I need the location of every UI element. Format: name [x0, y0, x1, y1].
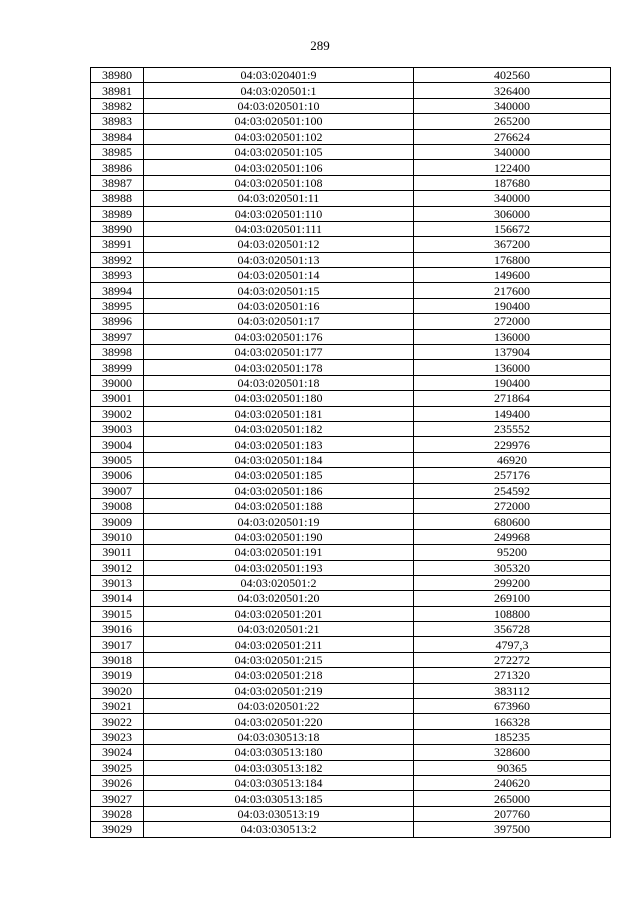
value-cell: 265000 [414, 791, 611, 806]
row-number-cell: 38981 [91, 83, 144, 98]
cadastral-number-cell: 04:03:020501:182 [144, 421, 414, 436]
value-cell: 328600 [414, 745, 611, 760]
cadastral-number-cell: 04:03:020501:184 [144, 452, 414, 467]
value-cell: 185235 [414, 729, 611, 744]
value-cell: 240620 [414, 775, 611, 790]
value-cell: 249968 [414, 529, 611, 544]
table-row [91, 83, 611, 98]
row-number-cell: 38986 [91, 160, 144, 175]
table-row [91, 545, 611, 560]
row-number-cell: 39007 [91, 483, 144, 498]
cadastral-number-cell: 04:03:020501:102 [144, 129, 414, 144]
row-number-cell: 39017 [91, 637, 144, 652]
cadastral-number-cell: 04:03:020501:220 [144, 714, 414, 729]
cadastral-number-cell: 04:03:030513:2 [144, 822, 414, 837]
row-number-cell: 39022 [91, 714, 144, 729]
cadastral-number-cell: 04:03:020501:18 [144, 375, 414, 390]
cadastral-number-cell: 04:03:020401:9 [144, 68, 414, 83]
row-number-cell: 38985 [91, 144, 144, 159]
value-cell: 257176 [414, 468, 611, 483]
row-number-cell: 39005 [91, 452, 144, 467]
row-number-cell: 39015 [91, 606, 144, 621]
cadastral-number-cell: 04:03:020501:17 [144, 314, 414, 329]
row-number-cell: 39018 [91, 652, 144, 667]
value-cell: 108800 [414, 606, 611, 621]
row-number-cell: 38995 [91, 298, 144, 313]
row-number-cell: 38982 [91, 98, 144, 113]
row-number-cell: 39021 [91, 699, 144, 714]
value-cell: 356728 [414, 622, 611, 637]
cadastral-number-cell: 04:03:020501:211 [144, 637, 414, 652]
row-number-cell: 39008 [91, 498, 144, 513]
value-cell: 137904 [414, 345, 611, 360]
table-row [91, 514, 611, 529]
table-row [91, 714, 611, 729]
table-row [91, 699, 611, 714]
value-cell: 272000 [414, 498, 611, 513]
table-row [91, 668, 611, 683]
table-row [91, 421, 611, 436]
value-cell: 166328 [414, 714, 611, 729]
row-number-cell: 38987 [91, 175, 144, 190]
row-number-cell: 39019 [91, 668, 144, 683]
row-number-cell: 38991 [91, 237, 144, 252]
value-cell: 176800 [414, 252, 611, 267]
table-row [91, 806, 611, 821]
cadastral-number-cell: 04:03:020501:108 [144, 175, 414, 190]
value-cell: 383112 [414, 683, 611, 698]
row-number-cell: 39001 [91, 391, 144, 406]
value-cell: 46920 [414, 452, 611, 467]
cadastral-number-cell: 04:03:030513:180 [144, 745, 414, 760]
table-row [91, 529, 611, 544]
cadastral-number-cell: 04:03:020501:191 [144, 545, 414, 560]
row-number-cell: 39020 [91, 683, 144, 698]
table-row [91, 314, 611, 329]
cadastral-number-cell: 04:03:020501:105 [144, 144, 414, 159]
row-number-cell: 39016 [91, 622, 144, 637]
value-cell: 90365 [414, 760, 611, 775]
table-row [91, 360, 611, 375]
row-number-cell: 39009 [91, 514, 144, 529]
row-number-cell: 39014 [91, 591, 144, 606]
value-cell: 276624 [414, 129, 611, 144]
table-row [91, 68, 611, 83]
value-cell: 340000 [414, 98, 611, 113]
value-cell: 149400 [414, 406, 611, 421]
cadastral-number-cell: 04:03:030513:182 [144, 760, 414, 775]
value-cell: 326400 [414, 83, 611, 98]
row-number-cell: 38996 [91, 314, 144, 329]
row-number-cell: 39028 [91, 806, 144, 821]
table-row [91, 622, 611, 637]
cadastral-number-cell: 04:03:020501:215 [144, 652, 414, 667]
cadastral-number-cell: 04:03:030513:19 [144, 806, 414, 821]
table-row [91, 437, 611, 452]
value-cell: 235552 [414, 421, 611, 436]
cadastral-number-cell: 04:03:020501:12 [144, 237, 414, 252]
table-row [91, 468, 611, 483]
value-cell: 340000 [414, 144, 611, 159]
row-number-cell: 38993 [91, 268, 144, 283]
table-row [91, 329, 611, 344]
cadastral-number-cell: 04:03:020501:110 [144, 206, 414, 221]
table-row [91, 745, 611, 760]
cadastral-number-cell: 04:03:020501:180 [144, 391, 414, 406]
cadastral-number-cell: 04:03:020501:22 [144, 699, 414, 714]
cadastral-number-cell: 04:03:020501:219 [144, 683, 414, 698]
value-cell: 4797,3 [414, 637, 611, 652]
cadastral-number-cell: 04:03:020501:177 [144, 345, 414, 360]
row-number-cell: 39003 [91, 421, 144, 436]
table-row [91, 206, 611, 221]
cadastral-number-cell: 04:03:020501:178 [144, 360, 414, 375]
table-row [91, 483, 611, 498]
table-row [91, 283, 611, 298]
row-number-cell: 38988 [91, 191, 144, 206]
row-number-cell: 39011 [91, 545, 144, 560]
value-cell: 306000 [414, 206, 611, 221]
table-row [91, 221, 611, 236]
table-row [91, 606, 611, 621]
table-row [91, 191, 611, 206]
cadastral-number-cell: 04:03:020501:20 [144, 591, 414, 606]
cadastral-number-cell: 04:03:020501:106 [144, 160, 414, 175]
row-number-cell: 38984 [91, 129, 144, 144]
row-number-cell: 39002 [91, 406, 144, 421]
value-cell: 340000 [414, 191, 611, 206]
table-row [91, 144, 611, 159]
cadastral-number-cell: 04:03:020501:15 [144, 283, 414, 298]
value-cell: 397500 [414, 822, 611, 837]
table-row [91, 822, 611, 837]
value-cell: 95200 [414, 545, 611, 560]
value-cell: 149600 [414, 268, 611, 283]
row-number-cell: 39025 [91, 760, 144, 775]
table-row [91, 252, 611, 267]
table-row [91, 298, 611, 313]
row-number-cell: 38983 [91, 114, 144, 129]
table-row [91, 237, 611, 252]
cadastral-number-cell: 04:03:020501:190 [144, 529, 414, 544]
row-number-cell: 39010 [91, 529, 144, 544]
cadastral-number-cell: 04:03:020501:186 [144, 483, 414, 498]
table-row [91, 591, 611, 606]
row-number-cell: 39006 [91, 468, 144, 483]
cadastral-number-cell: 04:03:030513:184 [144, 775, 414, 790]
table-row [91, 791, 611, 806]
cadastral-number-cell: 04:03:020501:10 [144, 98, 414, 113]
cadastral-number-cell: 04:03:020501:201 [144, 606, 414, 621]
row-number-cell: 38999 [91, 360, 144, 375]
table-row [91, 114, 611, 129]
value-cell: 122400 [414, 160, 611, 175]
table-row [91, 760, 611, 775]
table-row [91, 575, 611, 590]
table-row [91, 345, 611, 360]
row-number-cell: 39029 [91, 822, 144, 837]
cadastral-number-cell: 04:03:020501:11 [144, 191, 414, 206]
row-number-cell: 39013 [91, 575, 144, 590]
value-cell: 673960 [414, 699, 611, 714]
cadastral-number-cell: 04:03:020501:193 [144, 560, 414, 575]
cadastral-number-cell: 04:03:020501:181 [144, 406, 414, 421]
row-number-cell: 38980 [91, 68, 144, 83]
value-cell: 680600 [414, 514, 611, 529]
table-row [91, 560, 611, 575]
cadastral-number-cell: 04:03:030513:185 [144, 791, 414, 806]
table-row [91, 129, 611, 144]
value-cell: 217600 [414, 283, 611, 298]
cadastral-number-cell: 04:03:020501:218 [144, 668, 414, 683]
table-row [91, 652, 611, 667]
cadastral-number-cell: 04:03:020501:100 [144, 114, 414, 129]
value-cell: 187680 [414, 175, 611, 190]
cadastral-number-cell: 04:03:020501:1 [144, 83, 414, 98]
cadastral-value-table [90, 67, 611, 838]
table-row [91, 452, 611, 467]
row-number-cell: 39023 [91, 729, 144, 744]
value-cell: 367200 [414, 237, 611, 252]
value-cell: 190400 [414, 375, 611, 390]
cadastral-number-cell: 04:03:020501:185 [144, 468, 414, 483]
row-number-cell: 39004 [91, 437, 144, 452]
row-number-cell: 38992 [91, 252, 144, 267]
row-number-cell: 38997 [91, 329, 144, 344]
value-cell: 272000 [414, 314, 611, 329]
row-number-cell: 39012 [91, 560, 144, 575]
cadastral-number-cell: 04:03:020501:19 [144, 514, 414, 529]
value-cell: 402560 [414, 68, 611, 83]
row-number-cell: 38994 [91, 283, 144, 298]
cadastral-number-cell: 04:03:020501:2 [144, 575, 414, 590]
value-cell: 299200 [414, 575, 611, 590]
row-number-cell: 38998 [91, 345, 144, 360]
table-row [91, 729, 611, 744]
table-row [91, 498, 611, 513]
value-cell: 269100 [414, 591, 611, 606]
value-cell: 190400 [414, 298, 611, 313]
cadastral-number-cell: 04:03:020501:14 [144, 268, 414, 283]
table-row [91, 160, 611, 175]
table-row [91, 775, 611, 790]
row-number-cell: 39026 [91, 775, 144, 790]
page-number: 289 [310, 38, 330, 53]
table-body [91, 68, 611, 838]
table-row [91, 406, 611, 421]
table-row [91, 268, 611, 283]
cadastral-number-cell: 04:03:020501:13 [144, 252, 414, 267]
cadastral-number-cell: 04:03:020501:16 [144, 298, 414, 313]
table-row [91, 175, 611, 190]
cadastral-number-cell: 04:03:020501:21 [144, 622, 414, 637]
row-number-cell: 39000 [91, 375, 144, 390]
cadastral-number-cell: 04:03:020501:176 [144, 329, 414, 344]
row-number-cell: 39027 [91, 791, 144, 806]
row-number-cell: 38990 [91, 221, 144, 236]
cadastral-number-cell: 04:03:020501:188 [144, 498, 414, 513]
table-row [91, 637, 611, 652]
row-number-cell: 38989 [91, 206, 144, 221]
table-row [91, 98, 611, 113]
value-cell: 254592 [414, 483, 611, 498]
row-number-cell: 39024 [91, 745, 144, 760]
table-row [91, 375, 611, 390]
table-row [91, 391, 611, 406]
value-cell: 271864 [414, 391, 611, 406]
value-cell: 207760 [414, 806, 611, 821]
value-cell: 265200 [414, 114, 611, 129]
value-cell: 272272 [414, 652, 611, 667]
cadastral-number-cell: 04:03:020501:111 [144, 221, 414, 236]
value-cell: 136000 [414, 360, 611, 375]
cadastral-number-cell: 04:03:020501:183 [144, 437, 414, 452]
value-cell: 136000 [414, 329, 611, 344]
cadastral-number-cell: 04:03:030513:18 [144, 729, 414, 744]
value-cell: 305320 [414, 560, 611, 575]
value-cell: 229976 [414, 437, 611, 452]
value-cell: 156672 [414, 221, 611, 236]
table-row [91, 683, 611, 698]
value-cell: 271320 [414, 668, 611, 683]
